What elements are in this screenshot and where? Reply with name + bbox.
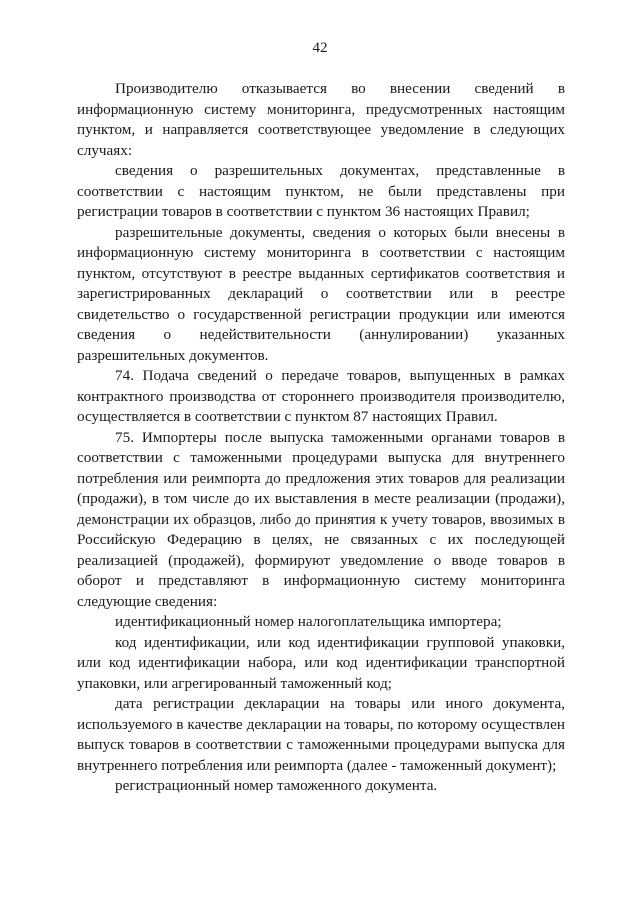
paragraph-customs-doc-number: регистрационный номер таможенного документа.	[115, 777, 438, 794]
page-number: 42	[312, 40, 328, 56]
paragraph-refusal-case-2: разрешительные документы, сведения о которых были внесены в информационную систему мониторинга в соответствии с настоящим пунктом, отсутствуют в реестре выданных сертификатов соответствия и зарегистрированных деклараций о соответствии или в реестре свидетельство о государственной регистрации продукции или имеются сведения о недействительности (аннулировании) указанных разрешительных документов.	[77, 223, 565, 364]
paragraph-item-74: 74. Подача сведений о передаче товаров, выпущенных в рамках контрактного производства от стороннего производителя производителю, осуществляется в соответствии с пунктом 87 настоящих Правил.	[77, 367, 565, 425]
paragraph-refusal-case-1: сведения о разрешительных документах, представленные в соответствии с настоящим пунктом, не были представлены при регистрации товаров в соответствии с пунктом 36 настоящих Правил;	[77, 162, 565, 220]
document-body	[77, 79, 565, 797]
paragraph-identification-code: код идентификации, или код идентификации групповой упаковки, или код идентификации набора, или код идентификации транспортной упаковки, или агрегированный таможенный код;	[77, 633, 565, 692]
paragraph-declaration-date: дата регистрации декларации на товары или иного документа, используемого в качестве декларации на товары, по которому осуществлен выпуск товаров в соответствии с таможенными процедурами выпуска для внутреннего потребления или реимпорта (далее - таможенный документ);	[77, 695, 565, 774]
paragraph-item-75: 75. Импортеры после выпуска таможенными органами товаров в соответствии с таможенными процедурами выпуска для внутреннего потребления или реимпорта до предложения этих товаров для реализации (продажи), в том числе до их выставления в месте реализации (продажи), демонстрации их образцов, либо до принятия к учету товаров, ввозимых в Российскую Федерацию в целях, не связанных с их последующей реализацией (продажей), формируют уведомление о вводе товаров в оборот и представляют в информационную систему мониторинга следующие сведения:	[77, 428, 565, 610]
paragraph-importer-inn: идентификационный номер налогоплательщика импортера;	[115, 613, 502, 630]
paragraph-refusal-intro: Производителю отказывается во внесении сведений в информационную систему мониторинга, предусмотренных настоящим пунктом, и направляется соответствующее уведомление в следующих случаях:	[77, 80, 565, 159]
